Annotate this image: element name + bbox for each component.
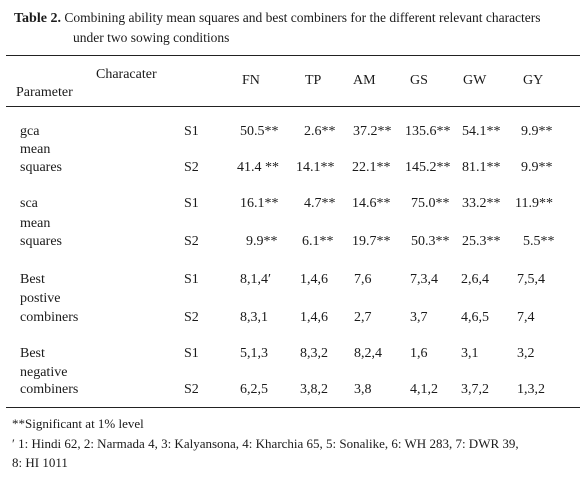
sowing-cell: S1: [184, 124, 199, 139]
value-cell-gy: 7,5,4: [517, 272, 545, 287]
group-label-line: Best: [20, 272, 45, 287]
column-header-gy: GY: [523, 73, 544, 88]
parameter-header: Parameter: [16, 85, 73, 100]
value-cell-gy: 3,2: [517, 346, 535, 361]
value-cell-gw: 54.1**: [462, 124, 501, 139]
value-cell-gy: 5.5**: [523, 234, 555, 249]
group-label-line: negative: [20, 365, 68, 380]
value-cell-fn: 5,1,3: [240, 346, 268, 361]
header-rule: [6, 106, 580, 107]
group-label-line: Best: [20, 346, 45, 361]
group-label-line: combiners: [20, 382, 79, 397]
value-cell-fn: 6,2,5: [240, 382, 268, 397]
value-cell-am: 22.1**: [352, 160, 391, 175]
value-cell-fn: 16.1**: [240, 196, 279, 211]
value-cell-gs: 7,3,4: [410, 272, 438, 287]
column-header-fn: FN: [242, 73, 260, 88]
value-cell-gs: 3,7: [410, 310, 428, 325]
value-cell-am: 7,6: [354, 272, 372, 287]
value-cell-am: 3,8: [354, 382, 372, 397]
value-cell-tp: 1,4,6: [300, 310, 328, 325]
value-cell-am: 8,2,4: [354, 346, 382, 361]
sowing-cell: S1: [184, 272, 199, 287]
group-label-line: postive: [20, 291, 61, 306]
sowing-cell: S2: [184, 382, 199, 397]
footnote-significance: **Significant at 1% level: [12, 416, 144, 431]
group-label-line: gca: [20, 124, 40, 139]
character-header: Characater: [96, 67, 157, 82]
value-cell-gw: 2,6,4: [461, 272, 489, 287]
column-header-gw: GW: [463, 73, 487, 88]
group-label-line: squares: [20, 234, 62, 249]
value-cell-tp: 14.1**: [296, 160, 335, 175]
value-cell-tp: 3,8,2: [300, 382, 328, 397]
footnote-key-line-1: ′ 1: Hindi 62, 2: Narmada 4, 3: Kalyansona, 4: Kharchia 65, 5: Sonalike, 6: WH 283, 7: DWR 39,: [12, 436, 519, 451]
value-cell-gy: 7,4: [517, 310, 535, 325]
value-cell-tp: 4.7**: [304, 196, 336, 211]
table-number: Table 2.: [14, 11, 61, 26]
value-cell-am: 37.2**: [353, 124, 392, 139]
sowing-cell: S2: [184, 234, 199, 249]
value-cell-gw: 3,7,2: [461, 382, 489, 397]
value-cell-gw: 33.2**: [462, 196, 501, 211]
group-label-line: sca: [20, 196, 38, 211]
column-header-gs: GS: [410, 73, 428, 88]
value-cell-gy: 9.9**: [521, 124, 553, 139]
sowing-cell: S1: [184, 346, 199, 361]
top-rule: [6, 55, 580, 56]
group-label-line: mean: [20, 142, 51, 157]
value-cell-gw: 25.3**: [462, 234, 501, 249]
footnote-key-line-2: 8: HI 1011: [12, 455, 68, 470]
column-header-tp: TP: [305, 73, 322, 88]
value-cell-gs: 75.0**: [411, 196, 450, 211]
value-cell-fn: 50.5**: [240, 124, 279, 139]
group-label-line: combiners: [20, 310, 79, 325]
value-cell-gy: 9.9**: [521, 160, 553, 175]
table-caption: [14, 10, 541, 27]
value-cell-gs: 135.6**: [405, 124, 451, 139]
value-cell-fn: 41.4 **: [237, 160, 279, 175]
value-cell-fn: 8,3,1: [240, 310, 268, 325]
value-cell-tp: 8,3,2: [300, 346, 328, 361]
value-cell-gy: 1,3,2: [517, 382, 545, 397]
value-cell-am: 2,7: [354, 310, 372, 325]
sowing-cell: S2: [184, 160, 199, 175]
value-cell-tp: 2.6**: [304, 124, 336, 139]
caption-line-2: under two sowing conditions: [73, 30, 230, 45]
value-cell-gs: 4,1,2: [410, 382, 438, 397]
sowing-cell: S2: [184, 310, 199, 325]
value-cell-am: 19.7**: [352, 234, 391, 249]
value-cell-am: 14.6**: [352, 196, 391, 211]
value-cell-fn: 8,1,4′: [240, 272, 272, 287]
value-cell-tp: 1,4,6: [300, 272, 328, 287]
value-cell-tp: 6.1**: [302, 234, 334, 249]
value-cell-gs: 145.2**: [405, 160, 451, 175]
value-cell-fn: 9.9**: [246, 234, 278, 249]
value-cell-gy: 11.9**: [515, 196, 553, 211]
column-header-am: AM: [353, 73, 376, 88]
value-cell-gs: 1,6: [410, 346, 428, 361]
value-cell-gw: 81.1**: [462, 160, 501, 175]
group-label-line: squares: [20, 160, 62, 175]
value-cell-gw: 4,6,5: [461, 310, 489, 325]
value-cell-gs: 50.3**: [411, 234, 450, 249]
bottom-rule: [6, 407, 580, 408]
value-cell-gw: 3,1: [461, 346, 479, 361]
group-label-line: mean: [20, 216, 51, 231]
caption-line-1: Combining ability mean squares and best combiners for the different relevant characters: [64, 10, 541, 25]
sowing-cell: S1: [184, 196, 199, 211]
